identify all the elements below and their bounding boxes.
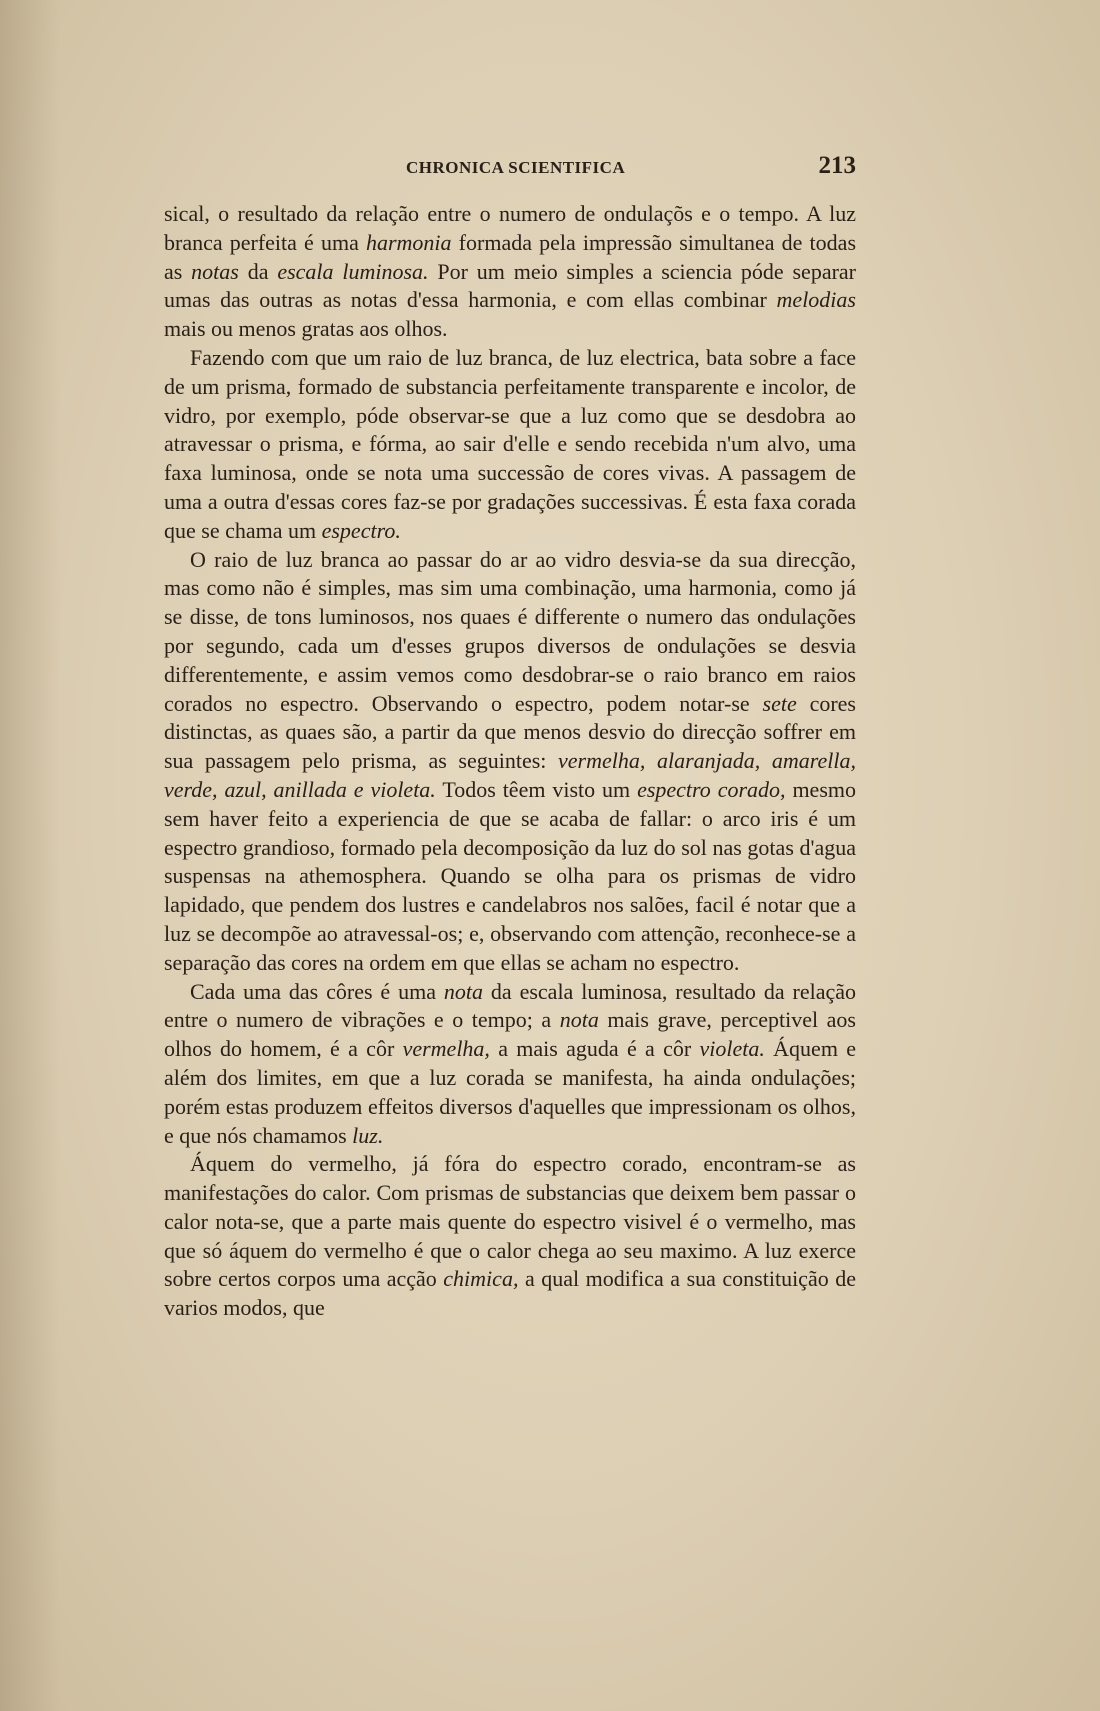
italic-text: harmonia <box>365 229 452 255</box>
text-run: mais grave, perceptivel aos olhos do homem, é a côr <box>164 1007 856 1062</box>
italic-text: espectro corado, <box>637 776 786 802</box>
page-number: 213 <box>818 152 856 179</box>
page-edge-shadow <box>0 0 60 1711</box>
text-run: cores distinctas, as quaes são, a partir da que menos desvio do direcção soffrer em sua passagem pelo prisma, as seguintes: <box>164 690 856 774</box>
paragraph-3 <box>164 546 856 978</box>
paragraph-2 <box>164 344 856 546</box>
running-head <box>163 152 863 186</box>
text-run: a mais aguda é a côr <box>489 1036 700 1062</box>
text-run: da escala luminosa, resultado da relação entre o numero de vibrações e o tempo; a <box>164 978 856 1033</box>
italic-text: melodias <box>776 287 856 313</box>
italic-text: vermelha, <box>402 1036 490 1062</box>
text-run: mais ou menos gratas aos olhos. <box>164 316 448 342</box>
italic-text: sete <box>762 690 797 716</box>
text-run: Por um meio simples a sciencia póde separar umas das outras as notas d'essa harmonia, e com ellas combinar <box>164 258 856 313</box>
text-run: Todos têem visto um <box>435 776 638 802</box>
text-run: Cada uma das côres é uma <box>190 978 444 1004</box>
text-run: formada pela impressão simultanea de todas as <box>164 229 856 284</box>
italic-text: escala luminosa. <box>277 258 429 284</box>
text-run: da <box>238 258 278 284</box>
text-run: a qual modifica a sua constituição de varios modos, que <box>164 1266 856 1321</box>
italic-text: vermelha, alaranjada, amarella, verde, azul, anillada e violeta. <box>164 748 856 802</box>
italic-text: nota <box>443 978 484 1004</box>
text-run: Áquem e além dos limites, em que a luz corada se manifesta, ha ainda ondulações; porém estas produzem effeitos diversos d'aquelles que impressionam os olhos, e que nós chamamos <box>164 1036 857 1148</box>
body-text <box>164 200 856 1323</box>
italic-text: violeta. <box>699 1036 765 1062</box>
italic-text: nota <box>559 1007 599 1033</box>
italic-text: chimica, <box>443 1266 519 1292</box>
text-run: O raio de luz branca ao passar do ar ao vidro desvia-se da sua direcção, mas como não é simples, mas sim uma combinação, uma harmonia, como já se disse, de tons luminosos, nos quaes é differente o numero das ondulações por segundo, cada um d'esses grupos diversos de ondulações se desvia differentemente, e assim vemos como desdobrar-se o raio branco em raios corados no espectro. Observando o espectro, podem notar-se <box>164 546 856 716</box>
text-run: Áquem do vermelho, já fóra do espectro corado, encontram-se as manifestações do calor. Com prismas de substancias que deixem bem passar o calor nota-se, que a parte mais quente do espectro visivel é o vermelho, mas que só áquem do vermelho é que o calor chega ao seu maximo. A luz exerce sobre certos corpos uma acção <box>164 1151 856 1292</box>
paragraph-5 <box>164 1150 856 1323</box>
italic-text: espectro. <box>321 517 401 543</box>
italic-text: notas <box>191 258 239 284</box>
paragraph-4 <box>164 978 856 1151</box>
running-title: CHRONICA SCIENTIFICA <box>406 158 626 177</box>
paragraph-1 <box>164 200 856 344</box>
italic-text: luz. <box>352 1122 384 1148</box>
text-run: mesmo sem haver feito a experiencia de que se acaba de fallar: o arco iris é um espectro grandioso, formado pela decomposição da luz do sol nas gotas d'agua suspensas na athemosphera. Quando se olha para os prismas de vidro lapidado, que pendem dos lustres e candelabros nos salões, facil é notar que a luz se decompõe ao atravessal-os; e, observando com attenção, reconhece-se a separação das cores na ordem em que ellas se acham no espectro. <box>164 776 856 975</box>
text-run: sical, o resultado da relação entre o numero de ondulaçõs e o tempo. A luz branca perfeita é uma <box>164 201 856 255</box>
text-run: Fazendo com que um raio de luz branca, de luz electrica, bata sobre a face de um prisma, formado de substancia perfeitamente transparente e incolor, de vidro, por exemplo, póde observar-se que a luz como que se desdobra ao atravessar o prisma, e fórma, ao sair d'elle e sendo recebida n'um alvo, uma faxa luminosa, onde se nota uma successão de cores vivas. A passagem de uma a outra d'essas cores faz-se por gradações successivas. É esta faxa corada que se chama um <box>164 344 856 543</box>
